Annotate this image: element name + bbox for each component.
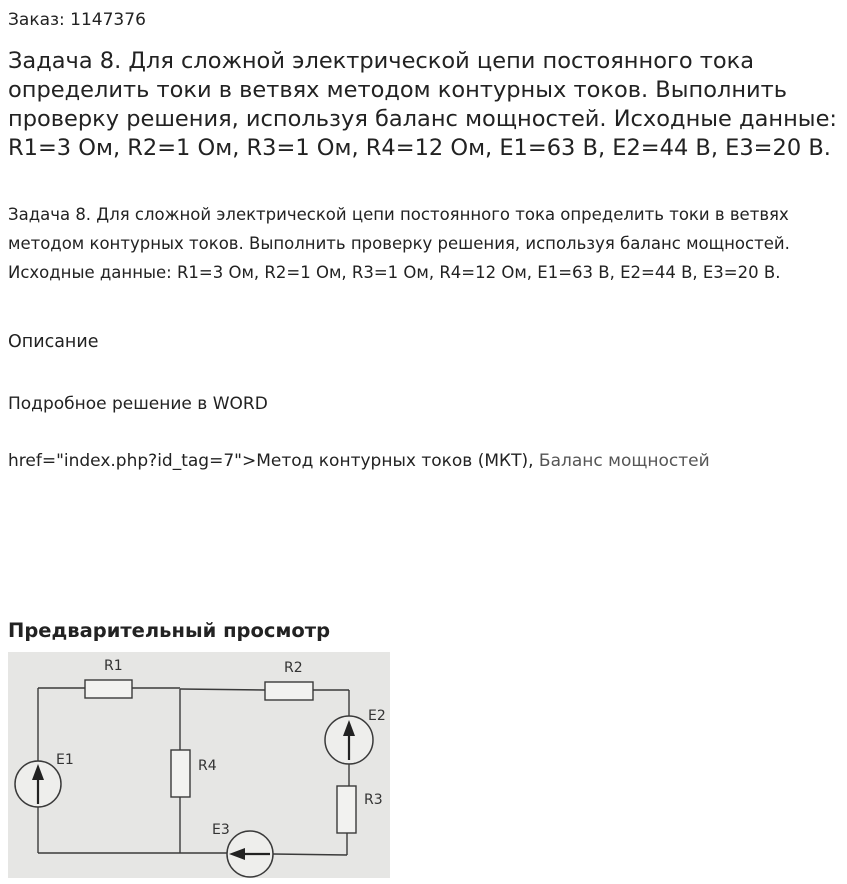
circuit-preview-image — [8, 652, 390, 878]
tags-line — [8, 448, 710, 474]
label-e1: E1 — [56, 752, 74, 768]
label-r1: R1 — [104, 658, 123, 674]
order-number: Заказ: 1147376 — [8, 10, 146, 30]
solution-note: Подробное решение в WORD — [8, 394, 268, 414]
label-e2: E2 — [368, 708, 386, 724]
tags-prefix: href="index.php?id_tag=7">Метод контурных токов (МКТ), — [8, 451, 539, 471]
preview-heading: Предварительный просмотр — [8, 619, 331, 642]
label-e3: E3 — [212, 822, 230, 838]
resistor-r1 — [85, 680, 132, 698]
source-e1-icon — [15, 761, 61, 807]
label-r4: R4 — [198, 758, 217, 774]
task-text: Задача 8. Для сложной электрической цепи постоянного тока определить токи в ветвях методом контурных токов. Выполнить проверку решения, используя баланс мощностей. Исходные данные: R1=3 Ом, R2=1 Ом, R3=1 Ом, R4=12 Ом, E1=63 В, E2=44 В, E3=20 В. — [8, 205, 790, 282]
resistor-r4 — [171, 750, 190, 797]
description-label: Описание — [8, 332, 99, 352]
circuit-diagram — [8, 652, 390, 878]
tag-link-power-balance[interactable]: Баланс мощностей — [538, 451, 710, 471]
resistor-r3 — [337, 786, 356, 833]
label-r2: R2 — [284, 660, 303, 676]
source-e3-icon — [227, 831, 273, 877]
task-title: Задача 8. Для сложной электрической цепи постоянного тока определить токи в ветвях методом контурных токов. Выполнить проверку решения, используя баланс мощностей. Исходные данные: R1=3 Ом, R2=1 Ом, R3=1 Ом, R4=12 Ом, E1=63 В, E2=44 В, E3=20 В. — [8, 48, 837, 161]
label-r3: R3 — [364, 792, 383, 808]
resistor-r2 — [265, 682, 313, 700]
source-e2-icon — [325, 716, 373, 764]
